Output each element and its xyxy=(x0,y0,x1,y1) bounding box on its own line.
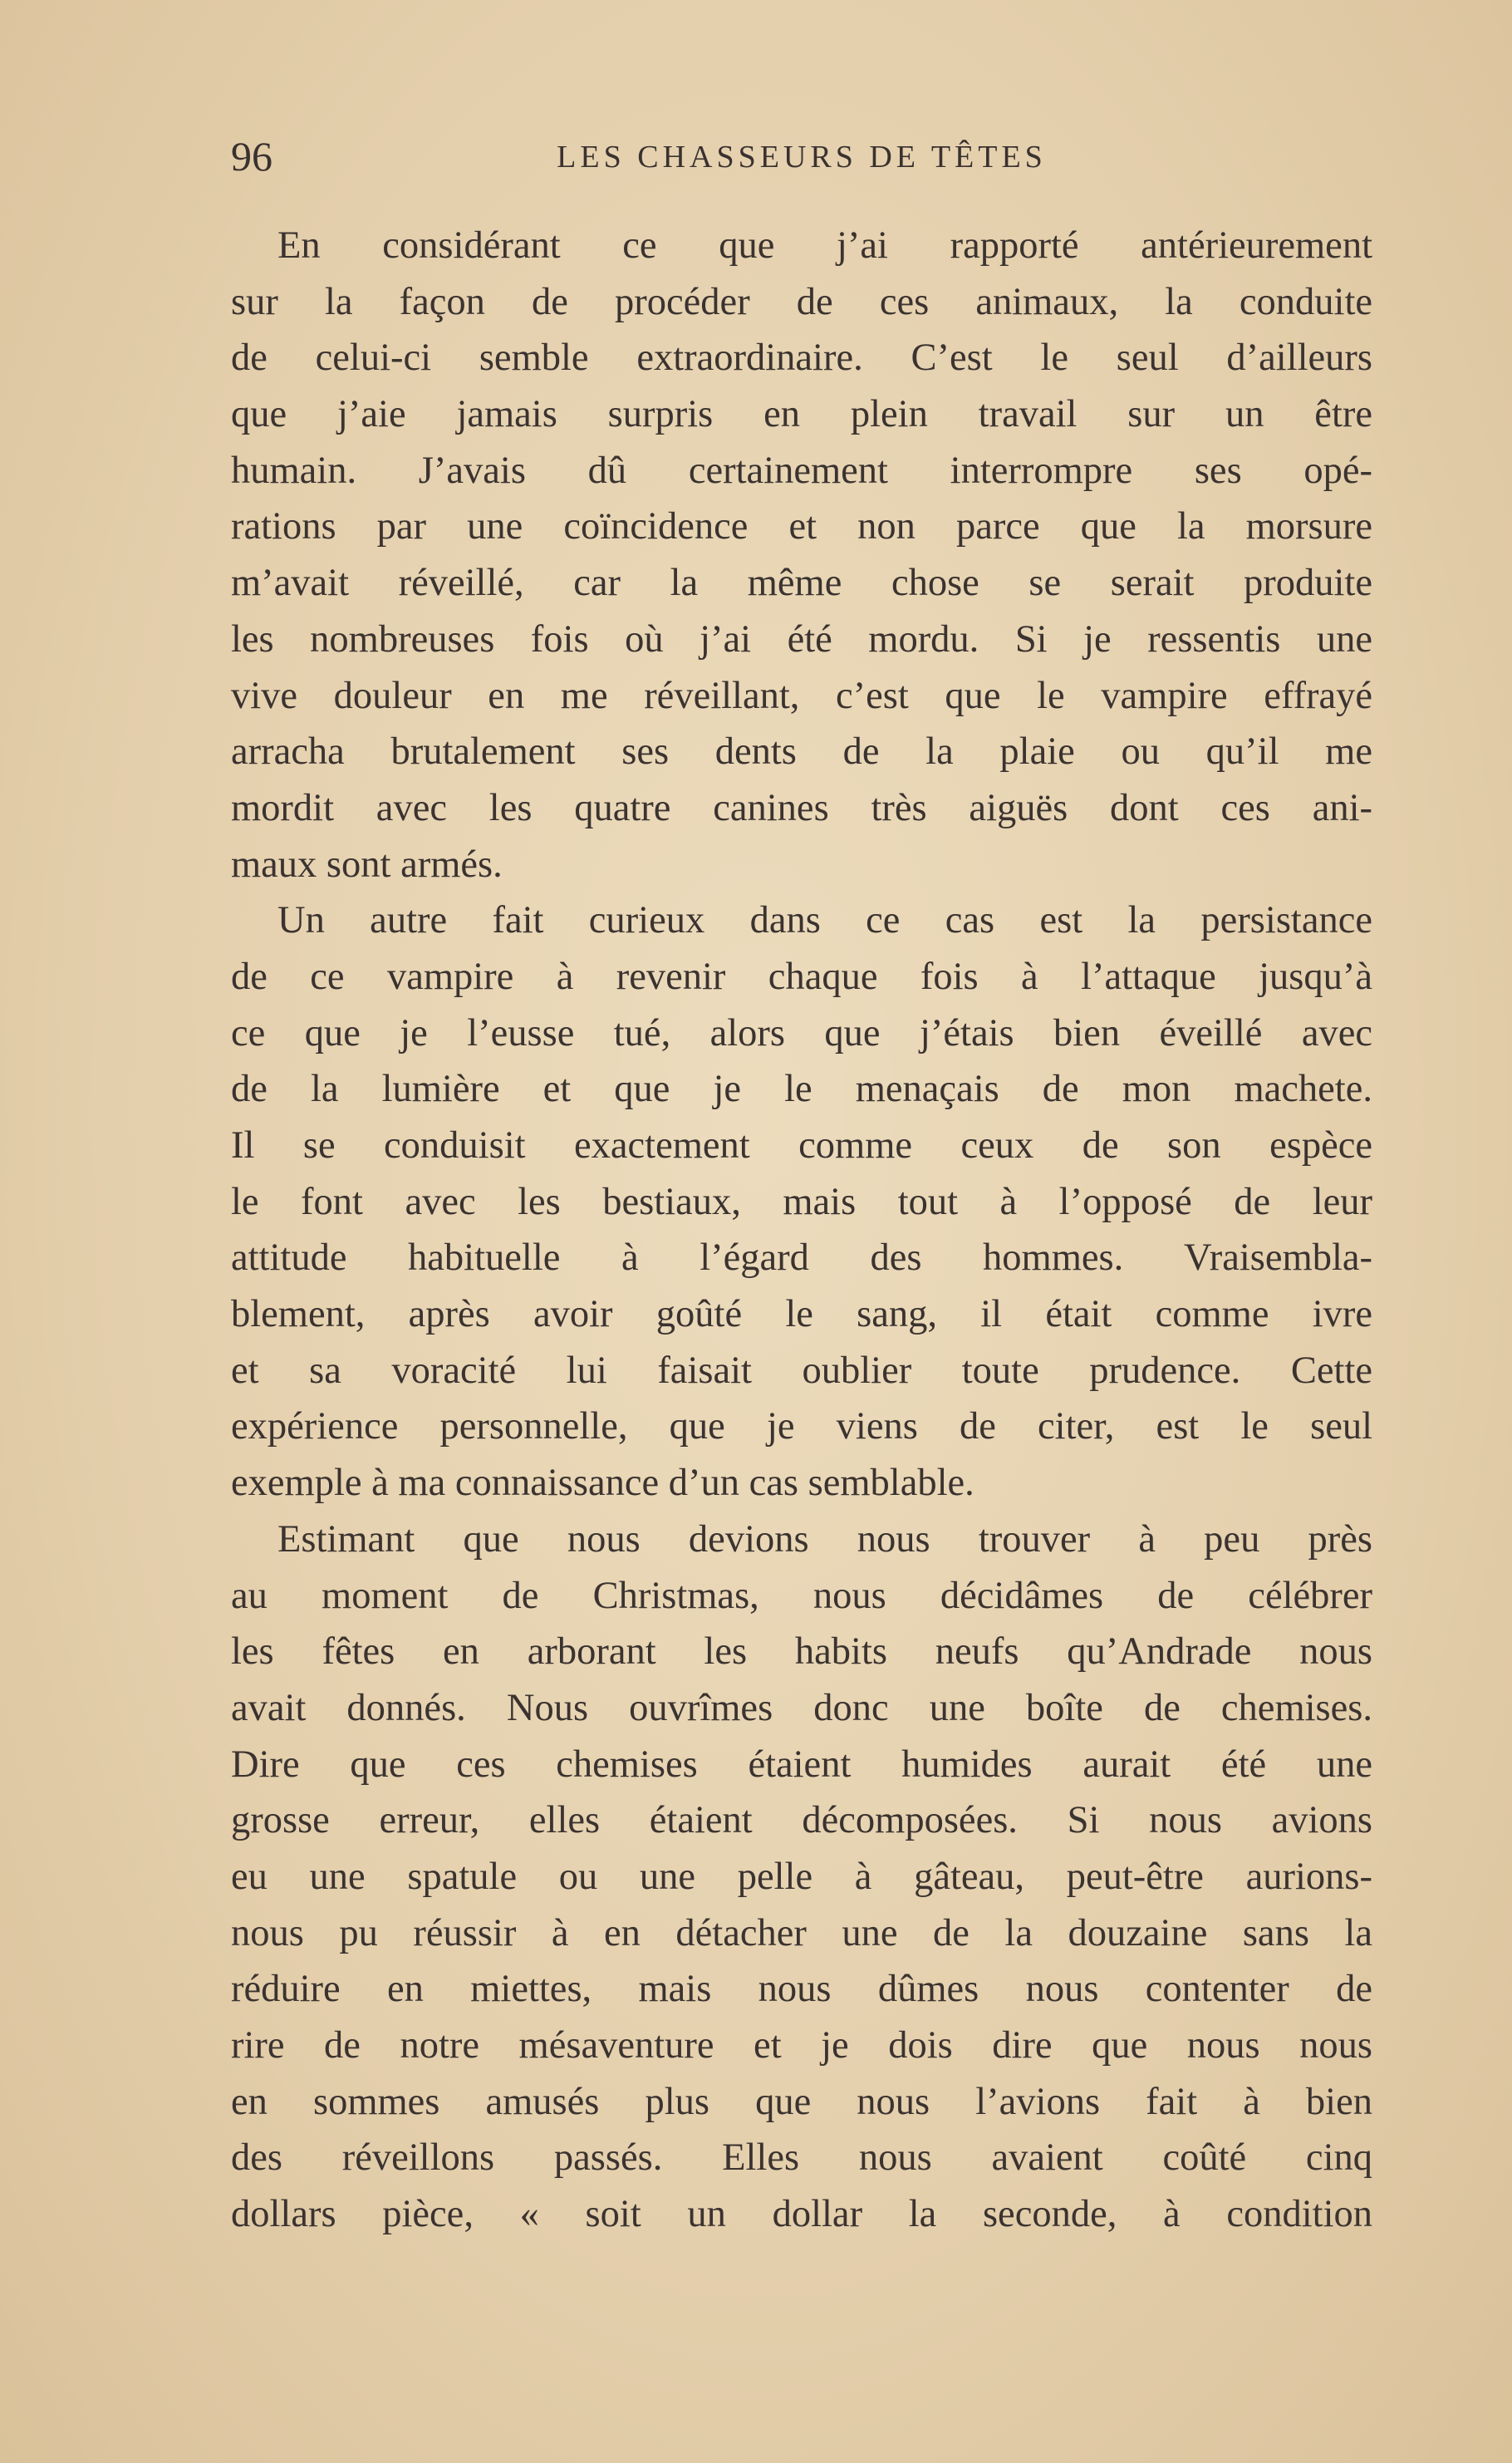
text-line: dollars pièce, « soit un dollar la seconde, à condition xyxy=(231,2193,1372,2236)
text-line: les nombreuses fois où j’ai été mordu. Si je ressentis une xyxy=(231,617,1372,661)
body-text xyxy=(231,218,1372,2243)
text-line: Estimant que nous devions nous trouver à peu près xyxy=(277,1517,1372,1561)
text-line: les fêtes en arborant les habits neufs qu’Andrade nous xyxy=(231,1630,1372,1674)
text-line: avait donnés. Nous ouvrîmes donc une boîte de chemises. xyxy=(231,1686,1372,1729)
text-line: de ce vampire à revenir chaque fois à l’attaque jusqu’à xyxy=(231,955,1372,998)
text-line: arracha brutalement ses dents de la plaie ou qu’il me xyxy=(231,730,1372,774)
text-line: réduire en miettes, mais nous dûmes nous contenter de xyxy=(231,1968,1372,2011)
text-line: vive douleur en me réveillant, c’est que le vampire effrayé xyxy=(231,674,1372,717)
text-line: nous pu réussir à en détacher une de la douzaine sans la xyxy=(231,1911,1372,1954)
text-line: Il se conduisit exactement comme ceux de son espèce xyxy=(231,1124,1372,1167)
text-line: m’avait réveillé, car la même chose se serait produite xyxy=(231,562,1372,605)
text-line: exemple à ma connaissance d’un cas semblable. xyxy=(231,1462,974,1505)
text-line: En considérant ce que j’ai rapporté antérieurement xyxy=(277,224,1372,267)
text-line: humain. J’avais dû certainement interrompre ses opé- xyxy=(231,449,1372,492)
paragraph-1 xyxy=(231,218,1372,892)
paragraph-3 xyxy=(231,1512,1372,2243)
text-line: mordit avec les quatre canines très aiguës dont ces ani- xyxy=(231,786,1372,829)
text-line: expérience personnelle, que je viens de citer, est le seul xyxy=(231,1405,1372,1448)
paragraph-2 xyxy=(231,892,1372,1512)
text-line: ce que je l’eusse tué, alors que j’étais bien éveillé avec xyxy=(231,1011,1372,1055)
text-line: maux sont armés. xyxy=(231,843,503,886)
text-line: blement, après avoir goûté le sang, il était comme ivre xyxy=(231,1293,1372,1336)
text-line: rire de notre mésaventure et je dois dire que nous nous xyxy=(231,2024,1372,2067)
text-line: grosse erreur, elles étaient décomposées. Si nous avions xyxy=(231,1799,1372,1842)
text-line: le font avec les bestiaux, mais tout à l’opposé de leur xyxy=(231,1180,1372,1223)
text-line: eu une spatule ou une pelle à gâteau, peut-être aurions- xyxy=(231,1855,1372,1898)
page-header xyxy=(231,131,1372,181)
text-line: en sommes amusés plus que nous l’avions fait à bien xyxy=(231,2080,1372,2123)
text-line: de celui-ci semble extraordinaire. C’est le seul d’ailleurs xyxy=(231,337,1372,380)
text-line: que j’aie jamais surpris en plein travail sur un être xyxy=(231,393,1372,436)
text-line: sur la façon de procéder de ces animaux, la conduite xyxy=(231,280,1372,323)
text-line: rations par une coïncidence et non parce que la morsure xyxy=(231,505,1372,548)
page-number: 96 xyxy=(231,133,272,179)
text-line: attitude habituelle à l’égard des hommes. Vraisembla- xyxy=(231,1236,1372,1280)
text-line: Dire que ces chemises étaient humides aurait été une xyxy=(231,1743,1372,1786)
running-head: LES CHASSEURS DE TÊTES xyxy=(557,140,1047,175)
text-line: de la lumière et que je le menaçais de mon machete. xyxy=(231,1068,1372,1111)
text-line: au moment de Christmas, nous décidâmes de célébrer xyxy=(231,1574,1372,1617)
text-line: Un autre fait curieux dans ce cas est la persistance xyxy=(277,899,1372,942)
text-line: des réveillons passés. Elles nous avaient coûté cinq xyxy=(231,2136,1372,2180)
text-line: et sa voracité lui faisait oublier toute prudence. Cette xyxy=(231,1349,1372,1392)
